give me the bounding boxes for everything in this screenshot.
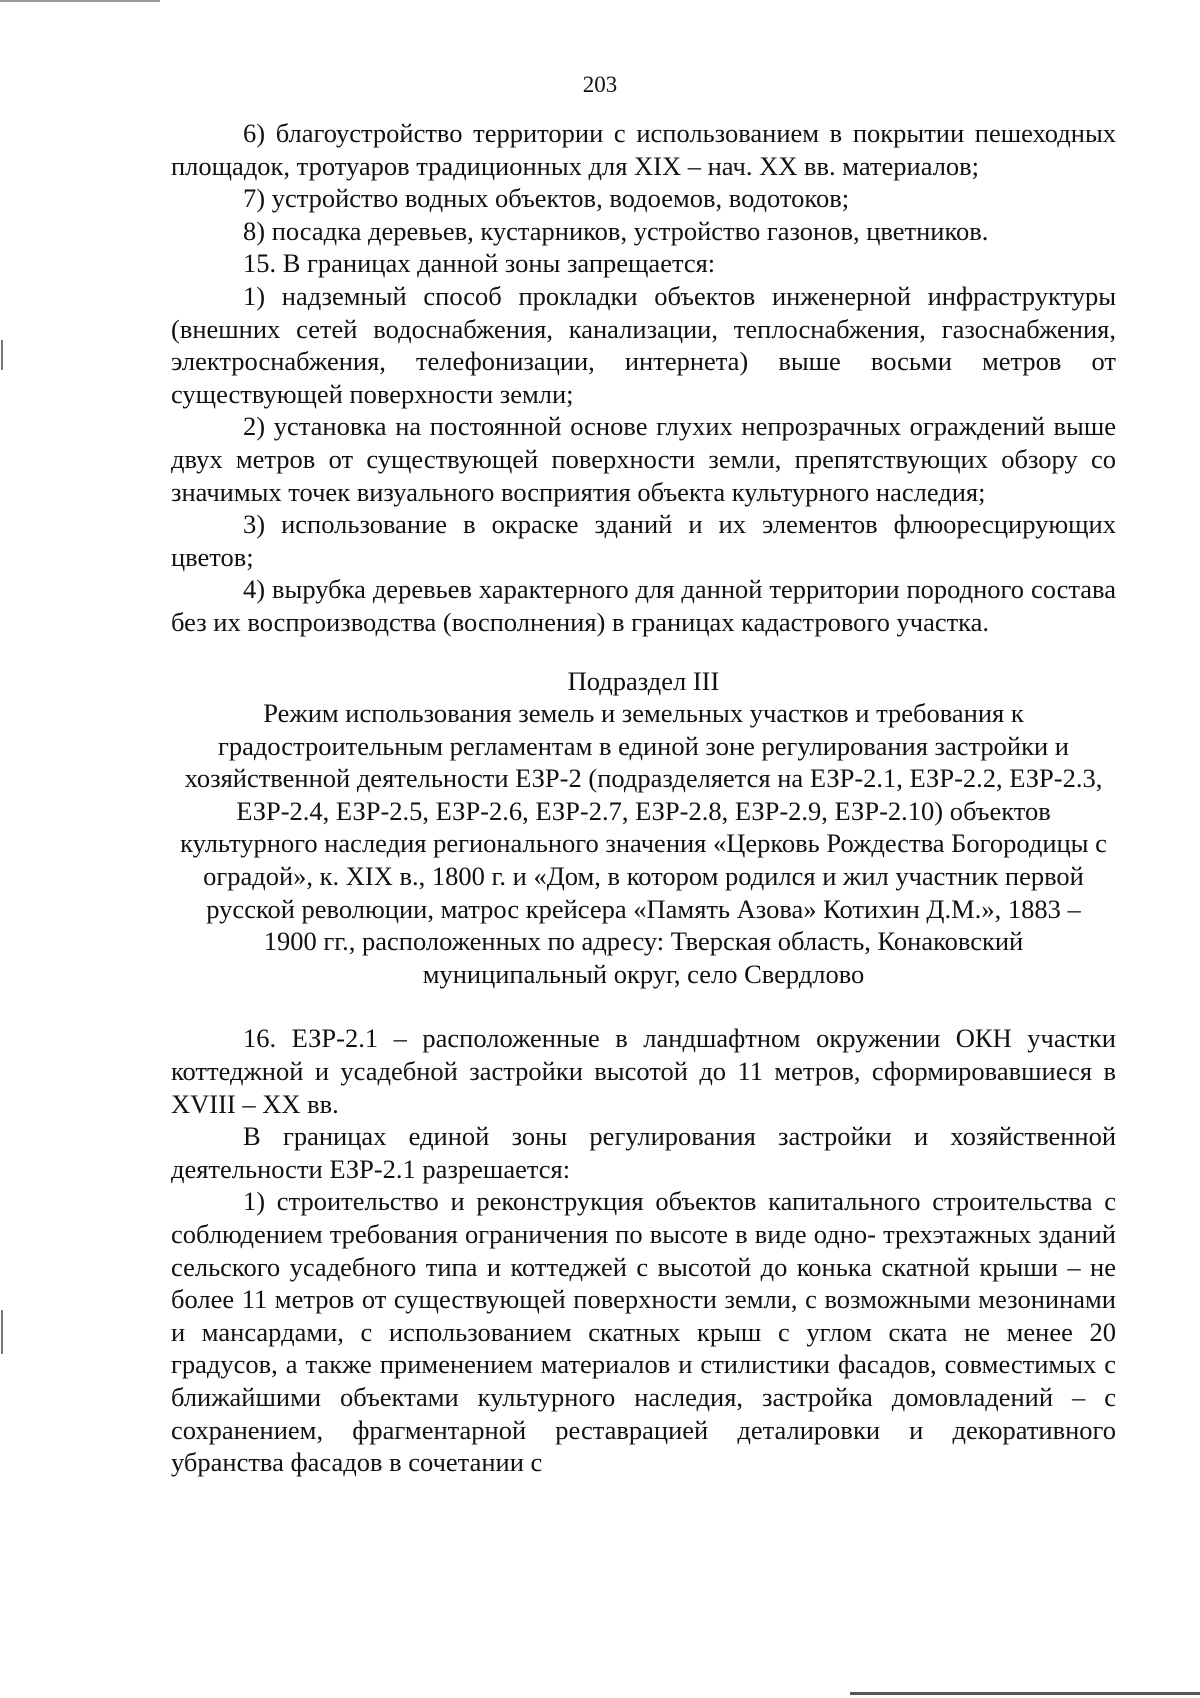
paragraph-prohibited-1: 1) надземный способ прокладки объектов инженерной инфраструктуры (внешних сетей водоснабжения, канализации, теплоснабжения, газоснабжения, электроснабжения, телефонизации, интернета) выше восьми метров от существующей поверхности земли;	[171, 280, 1116, 409]
paragraph-prohibited-2: 2) установка на постоянной основе глухих непрозрачных ограждений выше двух метров от существующей поверхности земли, препятствующих обзору со значимых точек визуального восприятия объекта культурного наследия;	[171, 411, 1116, 507]
scan-edge-left-upper	[1, 340, 3, 370]
spacer	[171, 639, 1116, 665]
subsection-description: Режим использования земель и земельных участков и требования к градостроительным регламентам в единой зоне регулирования застройки и хозяйственной деятельности ЕЗР-2 (подразделяется на ЕЗР-2.1, ЕЗР-2.2, ЕЗР-2.3, ЕЗР-2.4, ЕЗР-2.5, ЕЗР-2.6, ЕЗР-2.7, ЕЗР-2.8, ЕЗР-2.9, ЕЗР-2.10) объектов культурного наследия регионального значения «Церковь Рождества Богородицы с оградой», к. XIX в., 1800 г. и «Дом, в котором родился и жил участник первой русской революции, матрос крейсера «Память Азова» Котихин Д.М.», 1883 – 1900 гг., расположенных по адресу: Тверская область, Конаковский муниципальный округ, село Свердлово	[180, 698, 1107, 989]
scan-edge-left-lower	[1, 1310, 3, 1354]
page-number: 203	[582, 72, 618, 97]
scan-edge-bottom	[850, 1692, 1200, 1695]
paragraph-prohibited-3: 3) использование в окраске зданий и их элементов флюоресцирующих цветов;	[171, 509, 1116, 572]
paragraph-item-7: 7) устройство водных объектов, водоемов, водотоков;	[243, 183, 850, 214]
scan-edge-top	[0, 0, 160, 2]
paragraph-prohibited-4: 4) вырубка деревьев характерного для данной территории породного состава без их воспроизводства (восполнения) в границах кадастрового участка.	[171, 574, 1116, 637]
paragraph-permitted-1: 1) строительство и реконструкция объектов капитального строительства с соблюдением требования ограничения по высоте в виде одно- трехэтажных зданий сельского усадебного типа и коттеджей с высотой до конька скатной крыши – не более 11 метров от существующей поверхности земли, с возможными мезонинами и мансардами, с использованием скатных крыш с углом ската не менее 20 градусов, а также применением материалов и стилистики фасадов, совместимых с ближайшими объектами культурного наследия, застройка домовладений – с сохранением, фрагментарной реставрацией деталировки и декоративного убранства фасадов в сочетании с	[171, 1186, 1116, 1478]
subsection-heading	[171, 665, 1116, 991]
paragraph-permitted-intro: В границах единой зоны регулирования застройки и хозяйственной деятельности ЕЗР-2.1 разрешается:	[171, 1121, 1116, 1184]
paragraph-clause-16: 16. ЕЗР-2.1 – расположенные в ландшафтном окружении ОКН участки коттеджной и усадебной застройки высотой до 11 метров, сформировавшиеся в XVIII – XX вв.	[171, 1023, 1116, 1119]
subsection-title: Подраздел III	[567, 665, 720, 696]
paragraph-item-6: 6) благоустройство территории с использованием в покрытии пешеходных площадок, тротуаров традиционных для XIX – нач. XX вв. материалов;	[171, 118, 1116, 181]
paragraph-clause-15: 15. В границах данной зоны запрещается:	[243, 248, 716, 279]
document-body	[171, 117, 1116, 1479]
paragraph-item-8: 8) посадка деревьев, кустарников, устройство газонов, цветников.	[243, 215, 989, 246]
spacer	[171, 990, 1116, 1022]
